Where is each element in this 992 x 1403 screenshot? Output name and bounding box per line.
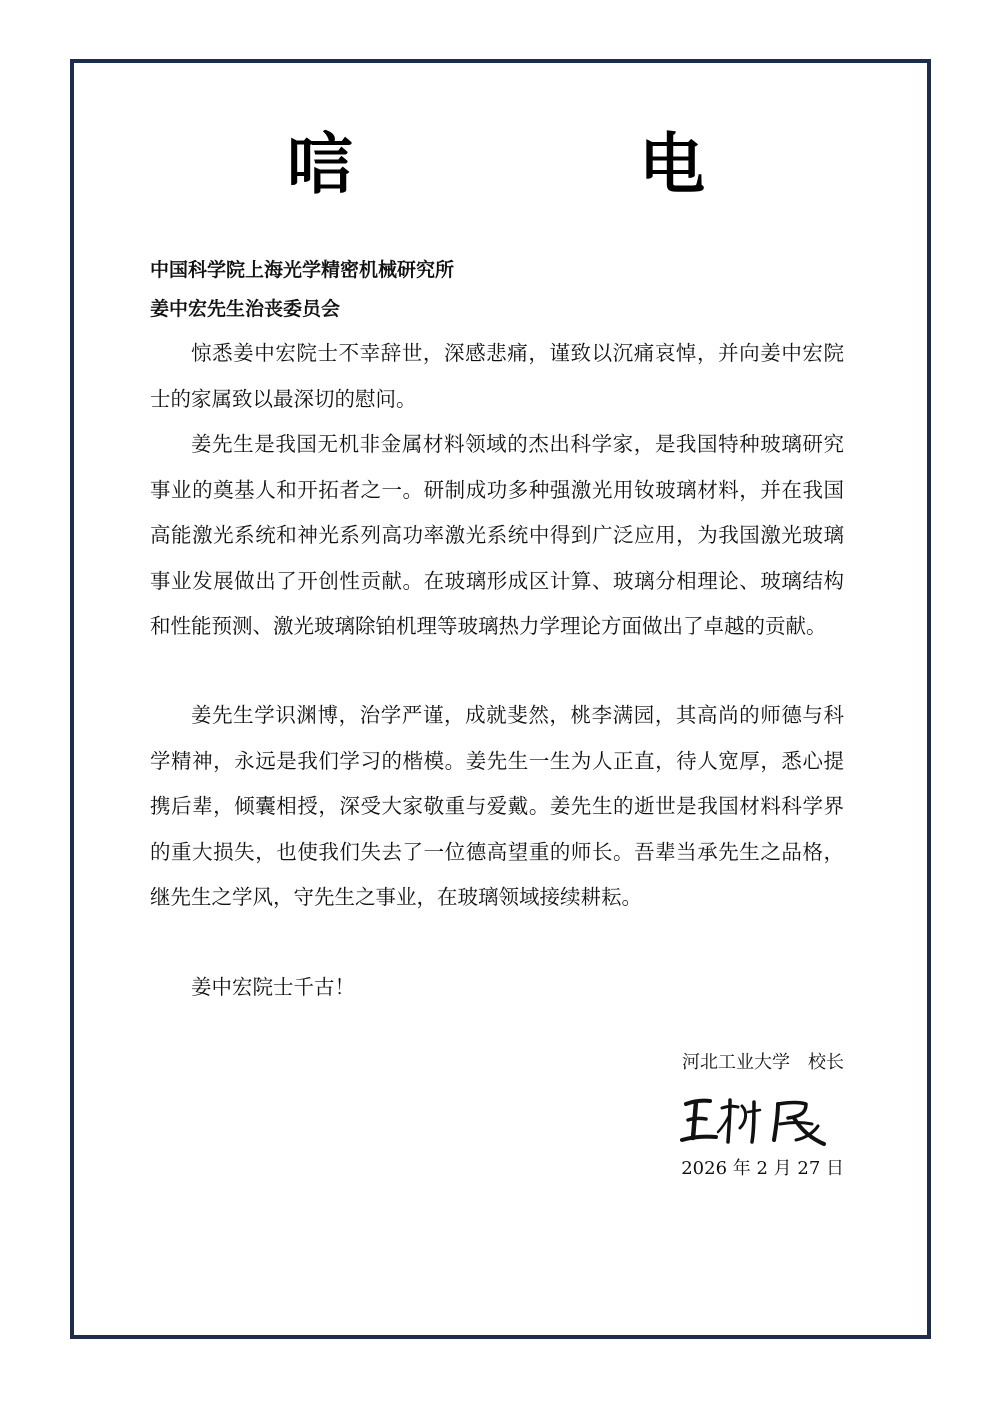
- signer-title: 河北工业大学 校长: [682, 1052, 844, 1073]
- farewell-line: 姜中宏院士千古！: [191, 975, 355, 999]
- document-title: 唁 电: [287, 126, 815, 203]
- addressee-institute: 中国科学院上海光学精密机械研究所: [150, 259, 455, 281]
- addressee-committee: 姜中宏先生治丧委员会: [150, 298, 341, 320]
- achievements-paragraph: 姜先生是我国无机非金属材料领域的杰出科学家，是我国特种玻璃研究事业的奠基人和开拓者之一。研制成功多种强激光用钕玻璃材料，并在我国高能激光系统和神光系列高功率激光系统中得到广泛应用，为我国激光玻璃事业发展做出了开创性贡献。在玻璃形成区计算、玻璃分相理论、玻璃结构和性能预测、激光玻璃除铂机理等玻璃热力学理论方面做出了卓越的贡献。: [150, 432, 844, 638]
- character-paragraph: 姜先生学识渊博，治学严谨，成就斐然，桃李满园，其高尚的师德与科学精神，永远是我们学习的楷模。姜先生一生为人正直，待人宽厚，悉心提携后辈，倾囊相授，深受大家敬重与爱戴。姜先生的逝世是我国材料科学界的重大损失，也使我们失去了一位德高望重的师长。吾辈当承先生之品格，继先生之学风，守先生之事业，在玻璃领域接续耕耘。: [150, 703, 844, 909]
- handwritten-signature: [676, 1090, 848, 1150]
- letter-date: 2026 年 2 月 27 日: [681, 1158, 844, 1179]
- condolence-paragraph-1: 惊悉姜中宏院士不幸辞世，深感悲痛，谨致以沉痛哀悼，并向姜中宏院士的家属致以最深切的慰问。: [150, 341, 844, 411]
